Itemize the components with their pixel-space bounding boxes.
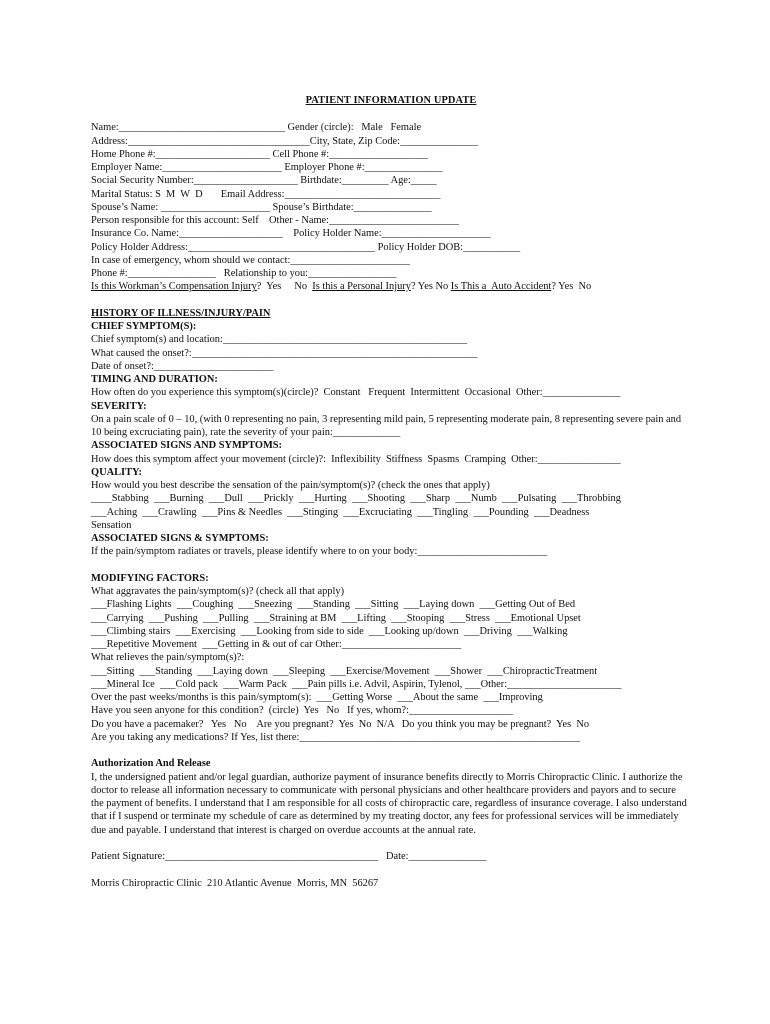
quality-heading: QUALITY: [91,466,143,478]
signature-line: Patient Signature:_________________________________________ Date:_______________ [91,851,487,862]
modifying-section [91,572,691,744]
modifying-line: Are you taking any medications? If Yes, list there:______________________________________________________ [91,731,580,743]
form-line-address: Address:___________________________________City, State, Zip Code:_______________ [91,135,478,147]
form-line-onset-date: Date of onset?:_______________________ [91,360,274,372]
history-heading: HISTORY OF ILLNESS/INJURY/PAIN [91,307,271,319]
form-line-radiates: If the pain/symptom radiates or travels, please identify where to on your body:_________________________ [91,546,548,558]
quality-options-1: ____Stabbing ___Burning ___Dull ___Prickly ___Hurting ___Shooting ___Sharp ___Numb ___Pulsating ___Throbbing [91,493,621,505]
page-title: PATIENT INFORMATION UPDATE [305,95,477,106]
form-line-movement: How does this symptom affect your movement (circle)?: Inflexibility Stiffness Spasms Cramping Other:________________ [91,453,621,465]
modifying-line: Over the past weeks/months is this pain/symptom(s): ___Getting Worse ___About the same ___Improving [91,692,543,703]
modifying-line: Have you seen anyone for this condition? (circle) Yes No If yes, whom?:____________________ [91,705,513,717]
spacer [91,559,691,572]
authorization-text: I, the undersigned patient and/or legal guardian, authorize payment of insurance benefits directly to Morris Chiropractic Clinic. I authorize the doctor to release all information necessary to communicate with personal physicians and other healthcare providers and payors and to secure the payment of benefits. I understand that I am responsible for all costs of chiropractic care, regardless of insurance coverage. I also understand that if I suspend or terminate my schedule of care as determined by my treating doctor, any fees for professional services will be immediately due and payable. I understand that interest is charged on overdue accounts at the annual rate. [91,771,687,836]
spacer [91,744,691,757]
form-line-marital: Marital Status: S M W D Email Address:______________________________ [91,188,441,200]
form-line-responsible: Person responsible for this account: Self Other - Name:_________________________ [91,215,459,226]
authorization-heading: Authorization And Release [91,758,211,770]
form-line-timing: How often do you experience this symptom(s)(circle)? Constant Frequent Intermittent Occasional Other:_______________ [91,387,621,399]
quality-options-3: Sensation [91,519,132,531]
form-line-insurance: Insurance Co. Name:____________________ Policy Holder Name:_____________________ [91,228,491,240]
severity-text: On a pain scale of 0 – 10, (with 0 representing no pain, 3 representing mild pain, 5 representing moderate pain, 8 representing severe pain and 10 being excruciating pain), rate the severity of your pain:_____________ [91,413,682,438]
modifying-line: What aggravates the pain/symptom(s)? (check all that apply) [91,586,345,597]
associated-heading: ASSOCIATED SIGNS AND SYMPTOMS: [91,440,283,452]
severity-heading: SEVERITY: [91,400,147,412]
modifying-line: ___Repetitive Movement ___Getting in & out of car Other:_______________________ [91,639,462,650]
modifying-line: Do you have a pacemaker? Yes No Are you pregnant? Yes No N/A Do you think you may be pregnant? Yes No [91,718,590,730]
modifying-line: ___Climbing stairs ___Exercising ___Looking from side to side ___Looking up/down ___Driving ___Walking [91,625,568,637]
form-line-emergency-phone: Phone #:_________________ Relationship to you:_________________ [91,268,397,279]
workmans-comp-question: Is this Workman’s Compensation Injury [91,281,257,293]
form-line-emergency: In case of emergency, whom should we contact:_______________________ [91,254,410,266]
form-line-onset-cause: What caused the onset?:_______________________________________________________ [91,347,478,359]
form-line-accident [91,280,691,293]
clinic-address-footer: Morris Chiropractic Clinic 210 Atlantic Avenue Morris, MN 56267 [91,877,379,889]
form-line-chief-symptom: Chief symptom(s) and location:_______________________________________________ [91,334,468,346]
chief-symptom-heading: CHIEF SYMPTOM(S): [91,321,197,332]
modifying-line: ___Flashing Lights ___Coughing ___Sneezing ___Standing ___Sitting ___Laying down ___Getting Out of Bed [91,599,576,611]
personal-injury-answer: ? Yes No [410,281,451,293]
quality-options-2: ___Aching ___Crawling ___Pins & Needles ___Stinging ___Excruciating ___Tingling ___Pounding ___Deadness [91,506,590,518]
form-line-policy-address: Policy Holder Address:____________________________________ Policy Holder DOB:___________ [91,241,521,253]
spacer [91,863,691,876]
authorization-section [91,757,691,890]
modifying-line: ___Sitting ___Standing ___Laying down ___Sleeping ___Exercise/Movement ___Shower ___ChiropracticTreatment [91,665,598,677]
form-line-name: Name:________________________________ Gender (circle): Male Female [91,122,422,134]
timing-heading: TIMING AND DURATION: [91,374,218,385]
history-section [91,307,691,559]
form-line-employer: Employer Name:_______________________ Employer Phone #:_______________ [91,162,443,173]
auto-accident-question: Is This a Auto Accident [450,281,552,293]
modifying-line: What relieves the pain/symptom(s)?: [91,652,245,664]
form-line-ssn: Social Security Number:____________________ Birthdate:_________ Age:_____ [91,175,437,187]
form-line-spouse: Spouse’s Name: _____________________ Spouse’s Birthdate:_______________ [91,201,432,213]
auto-accident-answer: ? Yes No [551,281,592,293]
personal-injury-question: Is this a Personal Injury [312,281,411,293]
spacer [91,837,691,850]
form-line-phone: Home Phone #:______________________ Cell Phone #:___________________ [91,148,428,160]
form-line-quality: How would you best describe the sensation of the pain/symptom(s)? (check the ones that apply) [91,480,490,491]
patient-form [91,94,691,890]
modifying-line: ___Mineral Ice ___Cold pack ___Warm Pack ___Pain pills i.e. Advil, Aspirin, Tylenol, ___Other:______________________ [91,678,622,690]
workmans-comp-answer: ? Yes No [256,281,313,293]
demographics-section [91,121,691,293]
modifying-heading: MODIFYING FACTORS: [91,572,209,584]
modifying-line: ___Carrying ___Pushing ___Pulling ___Straining at BM ___Lifting ___Stooping ___Stress ___Emotional Upset [91,612,581,624]
spacer [91,294,691,307]
associated-heading-2: ASSOCIATED SIGNS & SYMPTOMS: [91,533,269,544]
